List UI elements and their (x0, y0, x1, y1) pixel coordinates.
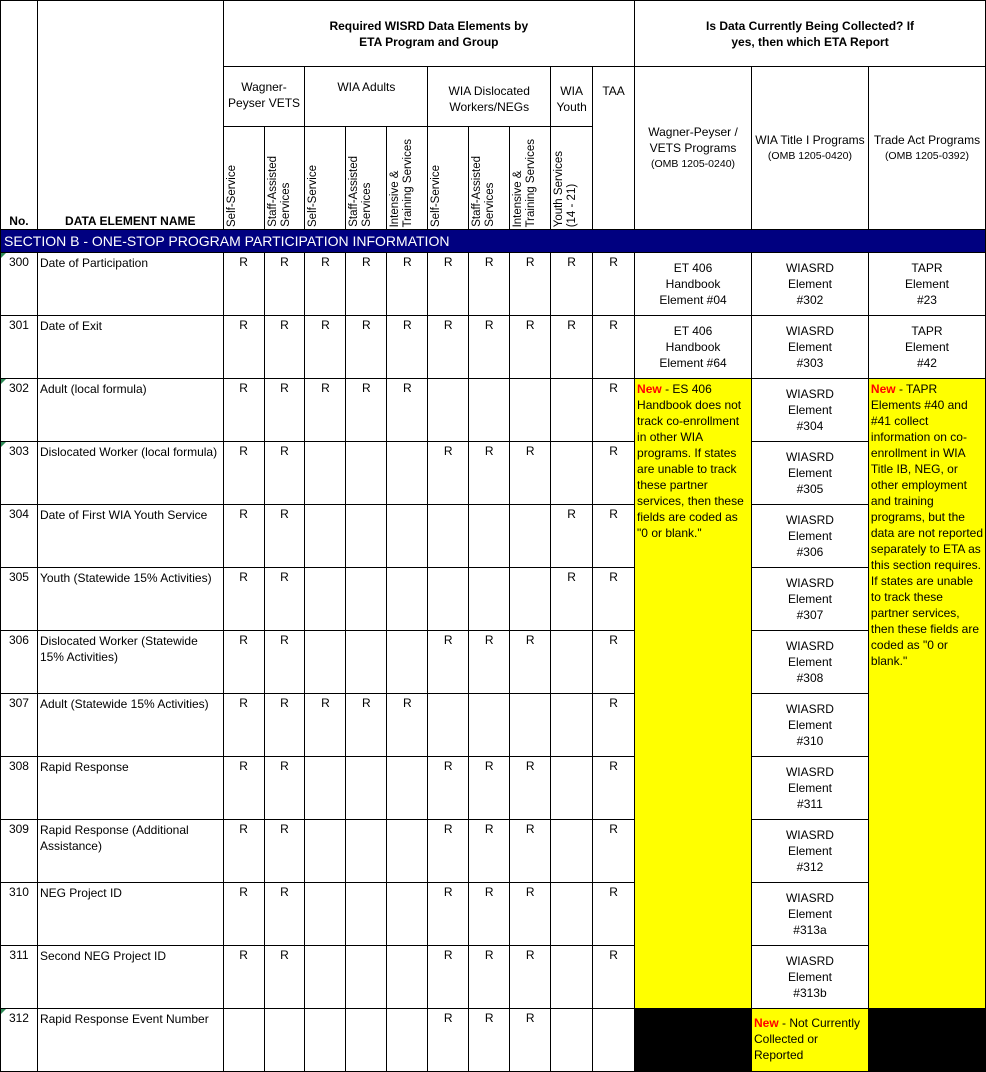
tapr-coenrollment-note (868, 379, 985, 1009)
section-b-banner: SECTION B - ONE-STOP PROGRAM PARTICIPATION INFORMATION (1, 230, 986, 253)
req-cell: R (428, 820, 469, 883)
req-cell: R (223, 316, 264, 379)
req-cell (551, 883, 593, 946)
data-collected-title: Is Data Currently Being Collected? If yes, then which ETA Report (635, 1, 986, 67)
table-row (1, 694, 986, 757)
req-cell: R (264, 694, 305, 757)
req-cell: R (593, 505, 635, 568)
req-cell (346, 442, 387, 505)
element-number: 306 (1, 631, 38, 694)
req-cell: R (264, 568, 305, 631)
req-cell (551, 442, 593, 505)
no-column-header: No. (1, 1, 38, 230)
req-cell (387, 505, 428, 568)
subcol-dw-staff-assisted: Staff-Assisted Services (469, 127, 510, 230)
req-cell: R (469, 757, 510, 820)
req-cell: R (469, 316, 510, 379)
req-cell (510, 379, 551, 442)
element-name: Rapid Response (Additional Assistance) (37, 820, 223, 883)
wia-report-cite: WIASRD Element #306 (751, 505, 868, 568)
not-applicable-cell (868, 1009, 985, 1072)
req-cell: R (387, 253, 428, 316)
table-row (1, 505, 986, 568)
wia-report-cite: WIASRD Element #305 (751, 442, 868, 505)
group-wia-youth: WIA Youth (551, 67, 593, 127)
req-cell (510, 694, 551, 757)
wp-report-cite: ET 406 Handbook Element #04 (635, 253, 752, 316)
req-cell: R (469, 442, 510, 505)
req-cell: R (551, 316, 593, 379)
element-number: 312 (1, 1009, 38, 1072)
element-number: 300 (1, 253, 38, 316)
group-wagner-peyser-vets: Wagner-Peyser VETS (223, 67, 305, 127)
req-cell: R (510, 631, 551, 694)
req-cell: R (510, 316, 551, 379)
req-cell (551, 946, 593, 1009)
subcol-dw-intensive: Intensive & Training Services (510, 127, 551, 230)
req-cell (264, 1009, 305, 1072)
report-omb: (OMB 1205-0240) (650, 158, 736, 170)
req-cell (387, 442, 428, 505)
es-coenrollment-note (635, 379, 752, 1009)
wia-report-cite: WIASRD Element #313b (751, 946, 868, 1009)
req-cell: R (223, 379, 264, 442)
req-cell: R (510, 946, 551, 1009)
req-cell: R (264, 442, 305, 505)
element-number: 311 (1, 946, 38, 1009)
req-cell (387, 1009, 428, 1072)
subcol-adult-staff-assisted: Staff-Assisted Services (346, 127, 387, 230)
new-label: New (870, 382, 896, 396)
req-cell (223, 1009, 264, 1072)
table-row (1, 253, 986, 316)
req-cell: R (510, 253, 551, 316)
wia-report-cite: WIASRD Element #310 (751, 694, 868, 757)
req-cell: R (551, 568, 593, 631)
table-row (1, 820, 986, 883)
element-number: 309 (1, 820, 38, 883)
req-cell (387, 946, 428, 1009)
req-cell: R (593, 946, 635, 1009)
taa-report-cite: TAPR Element #42 (868, 316, 985, 379)
req-cell: R (387, 694, 428, 757)
table-row (1, 1009, 986, 1072)
req-cell: R (305, 694, 346, 757)
req-cell: R (510, 1009, 551, 1072)
req-cell: R (346, 379, 387, 442)
element-name: Second NEG Project ID (37, 946, 223, 1009)
wia-report-cite: WIASRD Element #308 (751, 631, 868, 694)
req-cell: R (428, 253, 469, 316)
name-column-header: DATA ELEMENT NAME (37, 1, 223, 230)
element-number: 301 (1, 316, 38, 379)
req-cell: R (346, 316, 387, 379)
req-cell (551, 631, 593, 694)
not-applicable-cell (635, 1009, 752, 1072)
req-cell: R (428, 442, 469, 505)
req-cell (387, 883, 428, 946)
req-cell (346, 946, 387, 1009)
req-cell (305, 883, 346, 946)
group-wia-dislocated-workers: WIA Dislocated Workers/NEGs (428, 67, 551, 127)
table-row (1, 568, 986, 631)
req-cell: R (469, 883, 510, 946)
req-cell: R (428, 631, 469, 694)
req-cell: R (387, 316, 428, 379)
req-cell (428, 379, 469, 442)
req-cell (469, 379, 510, 442)
req-cell (305, 1009, 346, 1072)
wia-report-cite: WIASRD Element #311 (751, 757, 868, 820)
req-cell: R (346, 694, 387, 757)
req-cell (469, 694, 510, 757)
req-cell (346, 1009, 387, 1072)
element-name: Rapid Response (37, 757, 223, 820)
req-cell: R (510, 883, 551, 946)
taa-report-cite: TAPR Element #23 (868, 253, 985, 316)
element-number: 302 (1, 379, 38, 442)
req-cell: R (510, 757, 551, 820)
report-name: WIA Title I Programs (755, 133, 865, 147)
req-cell: R (223, 883, 264, 946)
subcol-adult-intensive: Intensive & Training Services (387, 127, 428, 230)
req-cell: R (223, 442, 264, 505)
req-cell (346, 757, 387, 820)
req-cell: R (593, 694, 635, 757)
required-elements-title: Required WISRD Data Elements by ETA Program and Group (223, 1, 634, 67)
element-name: Date of First WIA Youth Service (37, 505, 223, 568)
element-name: Rapid Response Event Number (37, 1009, 223, 1072)
req-cell (346, 883, 387, 946)
req-cell: R (264, 757, 305, 820)
report-wia-title-i-header (751, 67, 868, 230)
req-cell (387, 757, 428, 820)
wia-report-cite: WIASRD Element #313a (751, 883, 868, 946)
element-name: Adult (local formula) (37, 379, 223, 442)
req-cell: R (223, 631, 264, 694)
req-cell: R (469, 253, 510, 316)
table-row (1, 946, 986, 1009)
req-cell: R (264, 631, 305, 694)
req-cell: R (551, 505, 593, 568)
element-number: 310 (1, 883, 38, 946)
report-omb: (OMB 1205-0420) (767, 150, 852, 162)
req-cell (305, 757, 346, 820)
req-cell: R (223, 694, 264, 757)
element-number: 305 (1, 568, 38, 631)
req-cell: R (593, 631, 635, 694)
element-name: Dislocated Worker (Statewide 15% Activities) (37, 631, 223, 694)
table-row (1, 631, 986, 694)
element-number: 304 (1, 505, 38, 568)
req-cell: R (264, 883, 305, 946)
req-cell: R (593, 757, 635, 820)
req-cell: R (593, 253, 635, 316)
req-cell (510, 505, 551, 568)
req-cell: R (510, 820, 551, 883)
wia-report-cite: WIASRD Element #307 (751, 568, 868, 631)
req-cell: R (593, 883, 635, 946)
req-cell: R (346, 253, 387, 316)
req-cell (305, 505, 346, 568)
req-cell: R (593, 568, 635, 631)
req-cell (428, 505, 469, 568)
report-omb: (OMB 1205-0392) (884, 150, 969, 162)
report-name: Trade Act Programs (873, 133, 981, 147)
req-cell: R (264, 253, 305, 316)
req-cell: R (428, 316, 469, 379)
wia-report-cite: WIASRD Element #302 (751, 253, 868, 316)
subcol-wp-staff-assisted: Staff-Assisted Services (264, 127, 305, 230)
req-cell: R (223, 505, 264, 568)
table-row (1, 757, 986, 820)
req-cell: R (305, 316, 346, 379)
element-name: Date of Exit (37, 316, 223, 379)
table-row (1, 442, 986, 505)
req-cell (551, 820, 593, 883)
subcol-wp-self-service: Self-Service (223, 127, 264, 230)
req-cell: R (223, 757, 264, 820)
table-row (1, 379, 986, 442)
element-name: NEG Project ID (37, 883, 223, 946)
group-taa: TAA (593, 67, 635, 230)
req-cell (551, 1009, 593, 1072)
wia-report-cite: WIASRD Element #304 (751, 379, 868, 442)
req-cell: R (387, 379, 428, 442)
req-cell (428, 568, 469, 631)
table-row (1, 316, 986, 379)
req-cell: R (469, 631, 510, 694)
report-wagner-peyser-header (635, 67, 752, 230)
group-wia-adults: WIA Adults (305, 67, 428, 127)
req-cell: R (223, 253, 264, 316)
req-cell: R (428, 757, 469, 820)
req-cell (305, 631, 346, 694)
req-cell (593, 1009, 635, 1072)
req-cell: R (469, 946, 510, 1009)
req-cell (305, 442, 346, 505)
req-cell (346, 631, 387, 694)
req-cell: R (593, 316, 635, 379)
report-name: Wagner-Peyser / VETS Programs (648, 125, 738, 155)
req-cell: R (510, 442, 551, 505)
req-cell (387, 568, 428, 631)
req-cell: R (551, 253, 593, 316)
req-cell (510, 568, 551, 631)
req-cell: R (264, 379, 305, 442)
req-cell (387, 631, 428, 694)
not-collected-note (751, 1009, 868, 1072)
req-cell: R (593, 442, 635, 505)
req-cell (469, 505, 510, 568)
req-cell (387, 820, 428, 883)
wp-report-cite: ET 406 Handbook Element #64 (635, 316, 752, 379)
req-cell: R (264, 316, 305, 379)
req-cell (551, 379, 593, 442)
req-cell: R (593, 820, 635, 883)
subcol-youth-services: Youth Services (14 - 21) (551, 127, 593, 230)
req-cell (551, 757, 593, 820)
wia-report-cite: WIASRD Element #303 (751, 316, 868, 379)
req-cell: R (264, 946, 305, 1009)
req-cell: R (428, 946, 469, 1009)
element-number: 307 (1, 694, 38, 757)
req-cell: R (264, 820, 305, 883)
req-cell: R (469, 820, 510, 883)
req-cell (551, 694, 593, 757)
table-row (1, 883, 986, 946)
req-cell (428, 694, 469, 757)
element-name: Dislocated Worker (local formula) (37, 442, 223, 505)
req-cell: R (305, 379, 346, 442)
subcol-adult-self-service: Self-Service (305, 127, 346, 230)
req-cell: R (428, 1009, 469, 1072)
req-cell (305, 946, 346, 1009)
req-cell (469, 568, 510, 631)
subcol-dw-self-service: Self-Service (428, 127, 469, 230)
element-number: 308 (1, 757, 38, 820)
tapr-note-text: - TAPR Elements #40 and #41 collect information on co-enrollment in WIA Title IB, NEG, or other employment and training programs, but the data are not reported separately to ETA as this section requires. If states are unable to track these partner services, then these fields are coded as "0 or blank." (870, 382, 983, 668)
req-cell: R (223, 946, 264, 1009)
req-cell: R (593, 379, 635, 442)
req-cell: R (264, 505, 305, 568)
element-number: 303 (1, 442, 38, 505)
req-cell: R (469, 1009, 510, 1072)
req-cell: R (428, 883, 469, 946)
req-cell: R (223, 820, 264, 883)
element-name: Date of Participation (37, 253, 223, 316)
element-name: Youth (Statewide 15% Activities) (37, 568, 223, 631)
req-cell: R (305, 253, 346, 316)
req-cell (346, 505, 387, 568)
req-cell (346, 820, 387, 883)
es-note-text: - ES 406 Handbook does not track co-enrollment in other WIA programs. If states are unable to track these partner services, then these fields are coded as "0 or blank." (637, 382, 744, 540)
wia-report-cite: WIASRD Element #312 (751, 820, 868, 883)
element-name: Adult (Statewide 15% Activities) (37, 694, 223, 757)
req-cell (346, 568, 387, 631)
req-cell (305, 820, 346, 883)
new-label: New (753, 1016, 779, 1030)
new-label: New (637, 382, 662, 396)
req-cell: R (223, 568, 264, 631)
report-trade-act-header (868, 67, 985, 230)
not-collected-text: - Not Currently Collected or Reported (753, 1016, 861, 1062)
req-cell (305, 568, 346, 631)
